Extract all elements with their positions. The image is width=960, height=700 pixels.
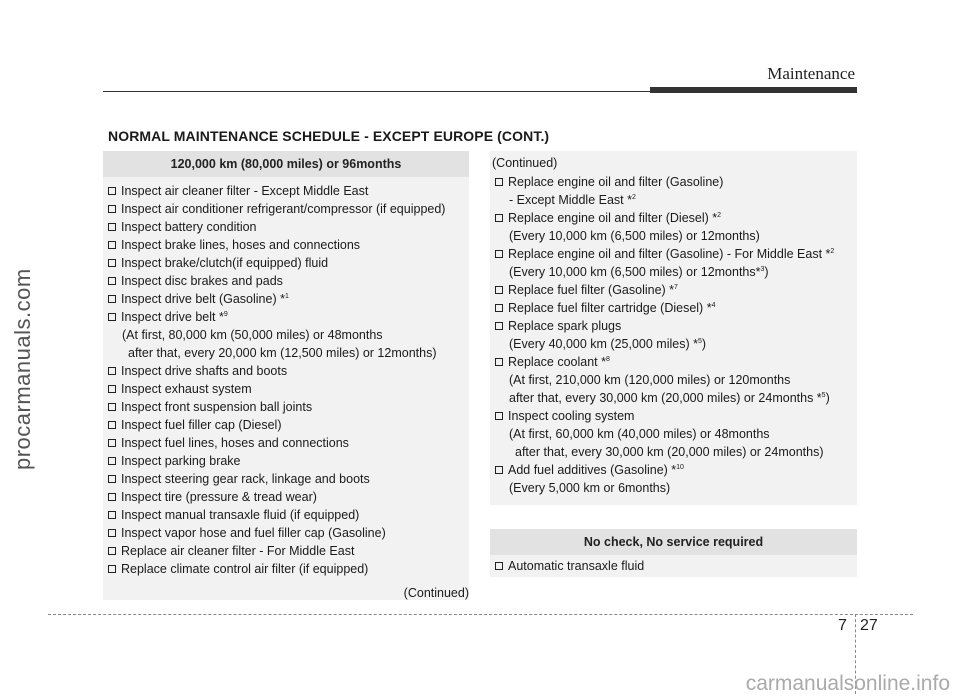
list-item: Replace air cleaner filter - For Middle East [108, 542, 469, 560]
checkbox-icon [108, 187, 116, 195]
list-item-detail: (Every 10,000 km (6,500 miles) or 12months*$^3$) [509, 265, 769, 279]
checkbox-icon [108, 367, 116, 375]
list-item: Inspect fuel filler cap (Diesel) [108, 416, 469, 434]
no-check-item-list [490, 555, 857, 575]
list-item: Inspect brake lines, hoses and connections [108, 236, 469, 254]
footnote-ref: 4 [711, 302, 716, 309]
checkbox-icon [108, 511, 116, 519]
list-item: Inspect manual transaxle fluid (if equipped) [108, 506, 469, 524]
maintenance-item-list [490, 172, 857, 497]
checkbox-icon [495, 250, 503, 258]
footnote-ref: 8 [605, 356, 610, 363]
checkbox-icon [108, 385, 116, 393]
footnote-ref: 2 [631, 194, 636, 201]
checkbox-icon [108, 529, 116, 537]
list-item: Add fuel additives (Gasoline) *$^{10}$ [495, 461, 857, 479]
list-item-detail: (At first, 60,000 km (40,000 miles) or 48months [509, 427, 770, 441]
list-item-detail: after that, every 30,000 km (20,000 miles) or 24months) [515, 445, 824, 459]
checkbox-icon [495, 322, 503, 330]
footnote-ref: 2 [830, 248, 835, 255]
list-item-detail: (At first, 80,000 km (50,000 miles) or 48months [122, 328, 383, 342]
checkbox-icon [108, 421, 116, 429]
continued-label: (Continued) [492, 156, 558, 170]
list-item-detail: (At first, 210,000 km (120,000 miles) or 120months [509, 373, 791, 387]
checkbox-icon [495, 286, 503, 294]
footnote-ref: 5 [697, 338, 702, 345]
chapter-number: 7 [838, 617, 847, 634]
checkbox-icon [108, 259, 116, 267]
list-item: Replace engine oil and filter (Gasoline) [495, 173, 857, 191]
checkbox-icon [495, 358, 503, 366]
maintenance-continued-panel [490, 151, 857, 505]
no-check-heading: No check, No service required [490, 529, 857, 555]
list-item-detail: (Every 40,000 km (25,000 miles) *$^5$) [509, 337, 707, 351]
list-item: Replace climate control air filter (if equipped) [108, 560, 469, 578]
list-item: Inspect brake/clutch(if equipped) fluid [108, 254, 469, 272]
checkbox-icon [495, 214, 503, 222]
no-check-panel [490, 529, 857, 577]
maintenance-120k-panel [103, 151, 469, 600]
list-item: Inspect fuel lines, hoses and connections [108, 434, 469, 452]
checkbox-icon [108, 223, 116, 231]
list-item: Inspect air cleaner filter - Except Middle East [108, 182, 469, 200]
checkbox-icon [108, 475, 116, 483]
list-item: Replace coolant *$^8$ [495, 353, 857, 371]
list-item: Inspect drive shafts and boots [108, 362, 469, 380]
list-item-detail: - Except Middle East *$^2$ [509, 193, 636, 207]
list-item: Replace fuel filter (Gasoline) *$^7$ [495, 281, 857, 299]
header-rule [103, 91, 653, 92]
checkbox-icon [108, 205, 116, 213]
checkbox-icon [108, 277, 116, 285]
footnote-ref: 10 [676, 464, 684, 471]
list-item: Inspect exhaust system [108, 380, 469, 398]
continued-label: (Continued) [403, 586, 469, 600]
side-watermark-text: procarmanuals.com [10, 268, 35, 470]
section-title: NORMAL MAINTENANCE SCHEDULE - EXCEPT EUROPE (CONT.) [108, 128, 550, 144]
footnote-ref: 1 [284, 293, 289, 300]
bottom-watermark: carmanualsonline.info [745, 672, 950, 695]
checkbox-icon [108, 547, 116, 555]
list-item: Inspect tire (pressure & tread wear) [108, 488, 469, 506]
checkbox-icon [108, 241, 116, 249]
list-item: Inspect drive belt (Gasoline) *$^1$ [108, 290, 469, 308]
list-item: Inspect air conditioner refrigerant/compressor (if equipped) [108, 200, 469, 218]
interval-heading: 120,000 km (80,000 miles) or 96months [103, 151, 469, 177]
list-item: Inspect cooling system [495, 407, 857, 425]
checkbox-icon [108, 313, 116, 321]
list-item-detail: (Every 5,000 km or 6months) [509, 481, 671, 495]
list-item: Inspect disc brakes and pads [108, 272, 469, 290]
checkbox-icon [495, 562, 503, 570]
footnote-ref: 5 [821, 392, 826, 399]
list-item: Replace spark plugs [495, 317, 857, 335]
list-item: Replace engine oil and filter (Gasoline) - For Middle East *$^2$ [495, 245, 857, 263]
checkbox-icon [495, 304, 503, 312]
checkbox-icon [108, 403, 116, 411]
list-item: Replace engine oil and filter (Diesel) *$^2$ [495, 209, 857, 227]
list-item: Inspect steering gear rack, linkage and boots [108, 470, 469, 488]
list-item: Automatic transaxle fluid [495, 557, 857, 575]
checkbox-icon [108, 295, 116, 303]
checkbox-icon [108, 439, 116, 447]
maintenance-item-list [103, 177, 469, 578]
list-item: Inspect front suspension ball joints [108, 398, 469, 416]
checkbox-icon [108, 565, 116, 573]
header-rule-accent [650, 87, 857, 93]
list-item: Inspect battery condition [108, 218, 469, 236]
checkbox-icon [495, 412, 503, 420]
list-item-detail: after that, every 20,000 km (12,500 miles) or 12months) [128, 346, 437, 360]
list-item: Inspect drive belt *$^9$ [108, 308, 469, 326]
list-item-detail: after that, every 30,000 km (20,000 miles) or 24months *$^5$) [509, 391, 830, 405]
page-number: 27 [860, 617, 878, 634]
chapter-header-title: Maintenance [767, 64, 855, 83]
checkbox-icon [495, 466, 503, 474]
list-item: Inspect parking brake [108, 452, 469, 470]
list-item: Inspect vapor hose and fuel filler cap (Gasoline) [108, 524, 469, 542]
footnote-ref: 7 [674, 284, 678, 291]
checkbox-icon [108, 457, 116, 465]
checkbox-icon [108, 493, 116, 501]
footer-divider [48, 614, 913, 615]
footnote-ref: 2 [717, 212, 722, 219]
list-item: Replace fuel filter cartridge (Diesel) *$^4$ [495, 299, 857, 317]
footnote-ref: 3 [760, 266, 765, 273]
list-item-detail: (Every 10,000 km (6,500 miles) or 12months) [509, 229, 760, 243]
checkbox-icon [495, 178, 503, 186]
footnote-ref: 9 [223, 311, 228, 318]
